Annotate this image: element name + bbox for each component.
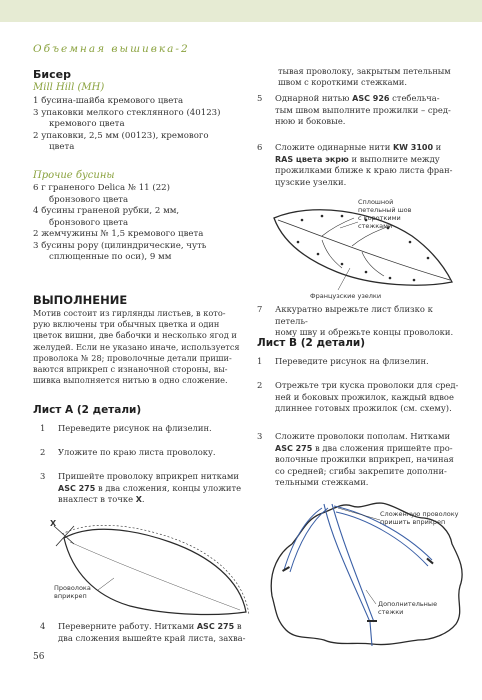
execution-heading: ВЫПОЛНЕНИЕ: [33, 293, 128, 307]
leaf-b-step-3: 3 Сложите проволоки пополам. Нитками ASC 275 в два сложения пришейте про- волочные прожилки вприкреп, начиная со средней; сгибы закрепите дополни- тельными стежками.: [257, 431, 454, 487]
leaf-b-step-2: 2 Отрежьте три куска проволоки для сред- ней и боковых прожилок, каждый вдвое длиннее готовых прожилок (см. схему).: [257, 380, 459, 413]
other-beads-list: [33, 183, 245, 264]
extra-stitches-label-1: Дополнительные: [378, 600, 438, 608]
list-item: 2 упаковки, 2,5 мм (00123), кремового цвета: [33, 130, 209, 152]
wire-label-1: Проволока: [54, 584, 91, 592]
list-item: 1 бусина-шайба кремового цвета: [33, 96, 184, 106]
list-item: 2 жемчужины № 1,5 кремового цвета: [33, 229, 204, 239]
beads-list: [33, 96, 245, 154]
beads-heading: Бисер: [33, 68, 71, 81]
leaf-a-heading: Лист А (2 детали): [33, 404, 142, 416]
list-item: 4 бусины граненой рубки, 2 мм, бронзового цвета: [33, 206, 180, 228]
french-knot-diagram: [262, 196, 462, 300]
top-color-band: [0, 0, 482, 22]
step-6: 6 Сложите одинарные нити KW 3100 и RAS цвета экрю и выполните между прожилками ближе к краю листа фран- цузские узелки.: [257, 142, 453, 187]
french-knots-label: Французские узелки: [310, 292, 382, 300]
leaf-a-step-3: 3 Пришейте проволоку вприкреп нитками ASC 275 в два сложения, концы уложите внахлест в точке X.: [40, 471, 242, 504]
continued-step-4: тывая проволоку, закрытым петельным швом с короткими стежками.: [278, 66, 451, 88]
step-5: 5 Однарной нитью ASC 926 стебельча- тым швом выполните прожилки – сред- нюю и боковые.: [257, 93, 451, 126]
buttonhole-label-1: Сплошной: [358, 198, 394, 206]
list-item: 3 упаковки мелкого стеклянного (40123) кремового цвета: [33, 107, 221, 129]
list-item: 3 бусины popy (цилиндрические, чуть сплющенные по оси), 9 мм: [33, 240, 207, 262]
buttonhole-label-4: стежками: [358, 222, 393, 230]
other-beads-heading: Прочие бусины: [33, 170, 115, 181]
buttonhole-label-2: петельный шов: [358, 206, 412, 214]
step-7: 7 Аккуратно вырежьте лист близко к петель- ному шву и обрежьте концы проволоки.: [257, 304, 454, 337]
leaf-a-diagram: [50, 520, 250, 620]
beads-brand: Mill Hill (MH): [33, 82, 105, 93]
buttonhole-label-3: с короткими: [358, 214, 401, 222]
wire-label-2: вприкреп: [54, 592, 87, 600]
leaf-a-step-4: 4 Переверните работу. Нитками ASC 275 в два сложения вышейте край листа, захва-: [40, 621, 246, 643]
extra-stitches-label-2: стежки: [378, 608, 404, 616]
leaf-b-heading: Лист В (2 детали): [257, 337, 366, 349]
section-title: Объемная вышивка-2: [33, 43, 190, 55]
execution-paragraph: Мотив состоит из гирлянды листьев, в кото- рую включены три обычных цветка и один цветок вишни, две бабочки и несколько ягод и желудей. Если не указано иначе, используется проволока № 28; проволочные детали приши- ваются вприкреп с изнаночной стороны, вы- шивка выполняется нитью в одно сложение.: [33, 308, 240, 386]
list-item: 6 г граненого Delica № 11 (22) бронзового цвета: [33, 183, 170, 205]
folded-wire-label-2: пришить вприкреп: [380, 518, 446, 526]
folded-wire-label-1: Сложенную проволоку: [380, 510, 459, 518]
page-number: 56: [33, 652, 45, 662]
x-mark-label: X: [50, 520, 57, 528]
leaf-b-diagram: [262, 500, 472, 650]
